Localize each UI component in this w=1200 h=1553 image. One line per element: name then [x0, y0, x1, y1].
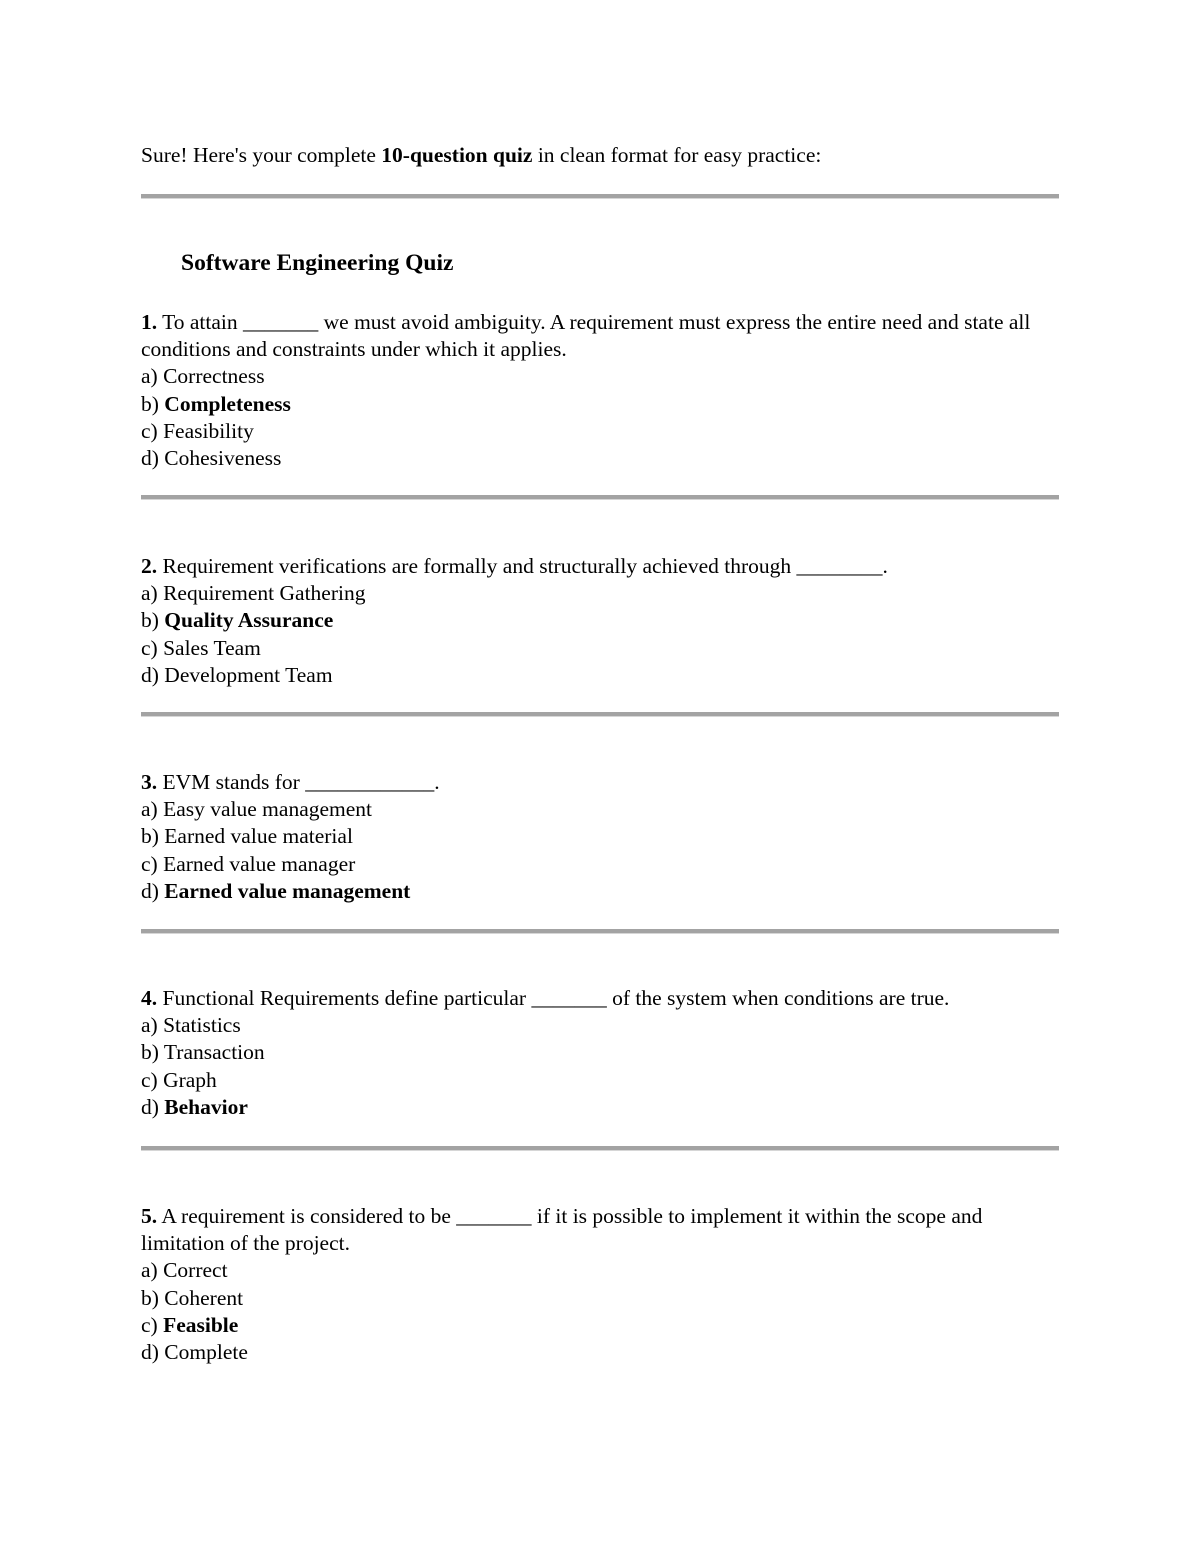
question-2-number: 2.	[141, 554, 158, 578]
correct-answer: Earned value management	[164, 878, 411, 903]
question-4-option-b: b) Transaction	[141, 1040, 265, 1065]
intro-text-after: in clean format for easy practice:	[532, 143, 822, 167]
quiz-title: Software Engineering Quiz	[181, 250, 454, 276]
horizontal-rule	[141, 194, 1059, 199]
question-1	[141, 309, 1059, 472]
question-3-option-d: d) Earned value management	[141, 878, 411, 903]
question-4-option-c: c) Graph	[141, 1067, 217, 1092]
question-2-option-a: a) Requirement Gathering	[141, 581, 366, 606]
question-1-text	[141, 309, 1059, 363]
correct-answer: Behavior	[164, 1094, 248, 1119]
horizontal-rule	[141, 1146, 1059, 1151]
question-5-text	[141, 1203, 1059, 1257]
question-5-option-c: c) Feasible	[141, 1312, 239, 1337]
question-4-option-d: d) Behavior	[141, 1094, 248, 1119]
question-2-option-c: c) Sales Team	[141, 635, 261, 660]
intro-text-before: Sure! Here's your complete	[141, 143, 382, 167]
question-1-option-d: d) Cohesiveness	[141, 446, 282, 471]
question-1-option-a: a) Correctness	[141, 364, 265, 389]
question-3-prompt: EVM stands for ____________.	[157, 770, 440, 794]
question-1-number: 1.	[141, 310, 158, 334]
question-4	[141, 985, 1059, 1121]
question-4-text	[141, 985, 1059, 1012]
question-4-prompt: Functional Requirements define particular _______ of the system when conditions are true.	[157, 986, 950, 1010]
question-4-number: 4.	[141, 986, 158, 1010]
question-3-number: 3.	[141, 770, 158, 794]
question-1-option-b: b) Completeness	[141, 391, 291, 416]
question-5-number: 5.	[141, 1204, 158, 1228]
question-3-option-c: c) Earned value manager	[141, 851, 356, 876]
question-1-prompt: To attain _______ we must avoid ambiguity. A requirement must express the entire need and state all conditions and constraints under which it applies.	[141, 310, 1031, 362]
question-2	[141, 553, 1059, 689]
question-2-text	[141, 553, 1059, 580]
question-3-option-a: a) Easy value management	[141, 797, 373, 822]
correct-answer: Quality Assurance	[164, 608, 334, 633]
question-2-option-b: b) Quality Assurance	[141, 608, 334, 633]
question-3-text	[141, 769, 1059, 796]
horizontal-rule	[141, 929, 1059, 934]
question-5	[141, 1203, 1059, 1366]
question-5-prompt: A requirement is considered to be _______ if it is possible to implement it within the scope and limitation of the project.	[141, 1204, 983, 1256]
horizontal-rule	[141, 495, 1059, 500]
question-3	[141, 769, 1059, 905]
question-2-option-d: d) Development Team	[141, 662, 333, 687]
question-2-prompt: Requirement verifications are formally and structurally achieved through ________.	[157, 554, 888, 578]
question-4-option-a: a) Statistics	[141, 1013, 241, 1038]
correct-answer: Feasible	[163, 1312, 239, 1337]
intro-text-bold: 10-question quiz	[381, 143, 533, 167]
question-5-option-b: b) Coherent	[141, 1285, 244, 1310]
correct-answer: Completeness	[164, 391, 291, 416]
question-5-option-a: a) Correct	[141, 1258, 228, 1283]
question-3-option-b: b) Earned value material	[141, 824, 353, 849]
intro-paragraph	[141, 142, 821, 169]
question-1-option-c: c) Feasibility	[141, 418, 254, 443]
horizontal-rule	[141, 712, 1059, 717]
question-5-option-d: d) Complete	[141, 1340, 248, 1365]
